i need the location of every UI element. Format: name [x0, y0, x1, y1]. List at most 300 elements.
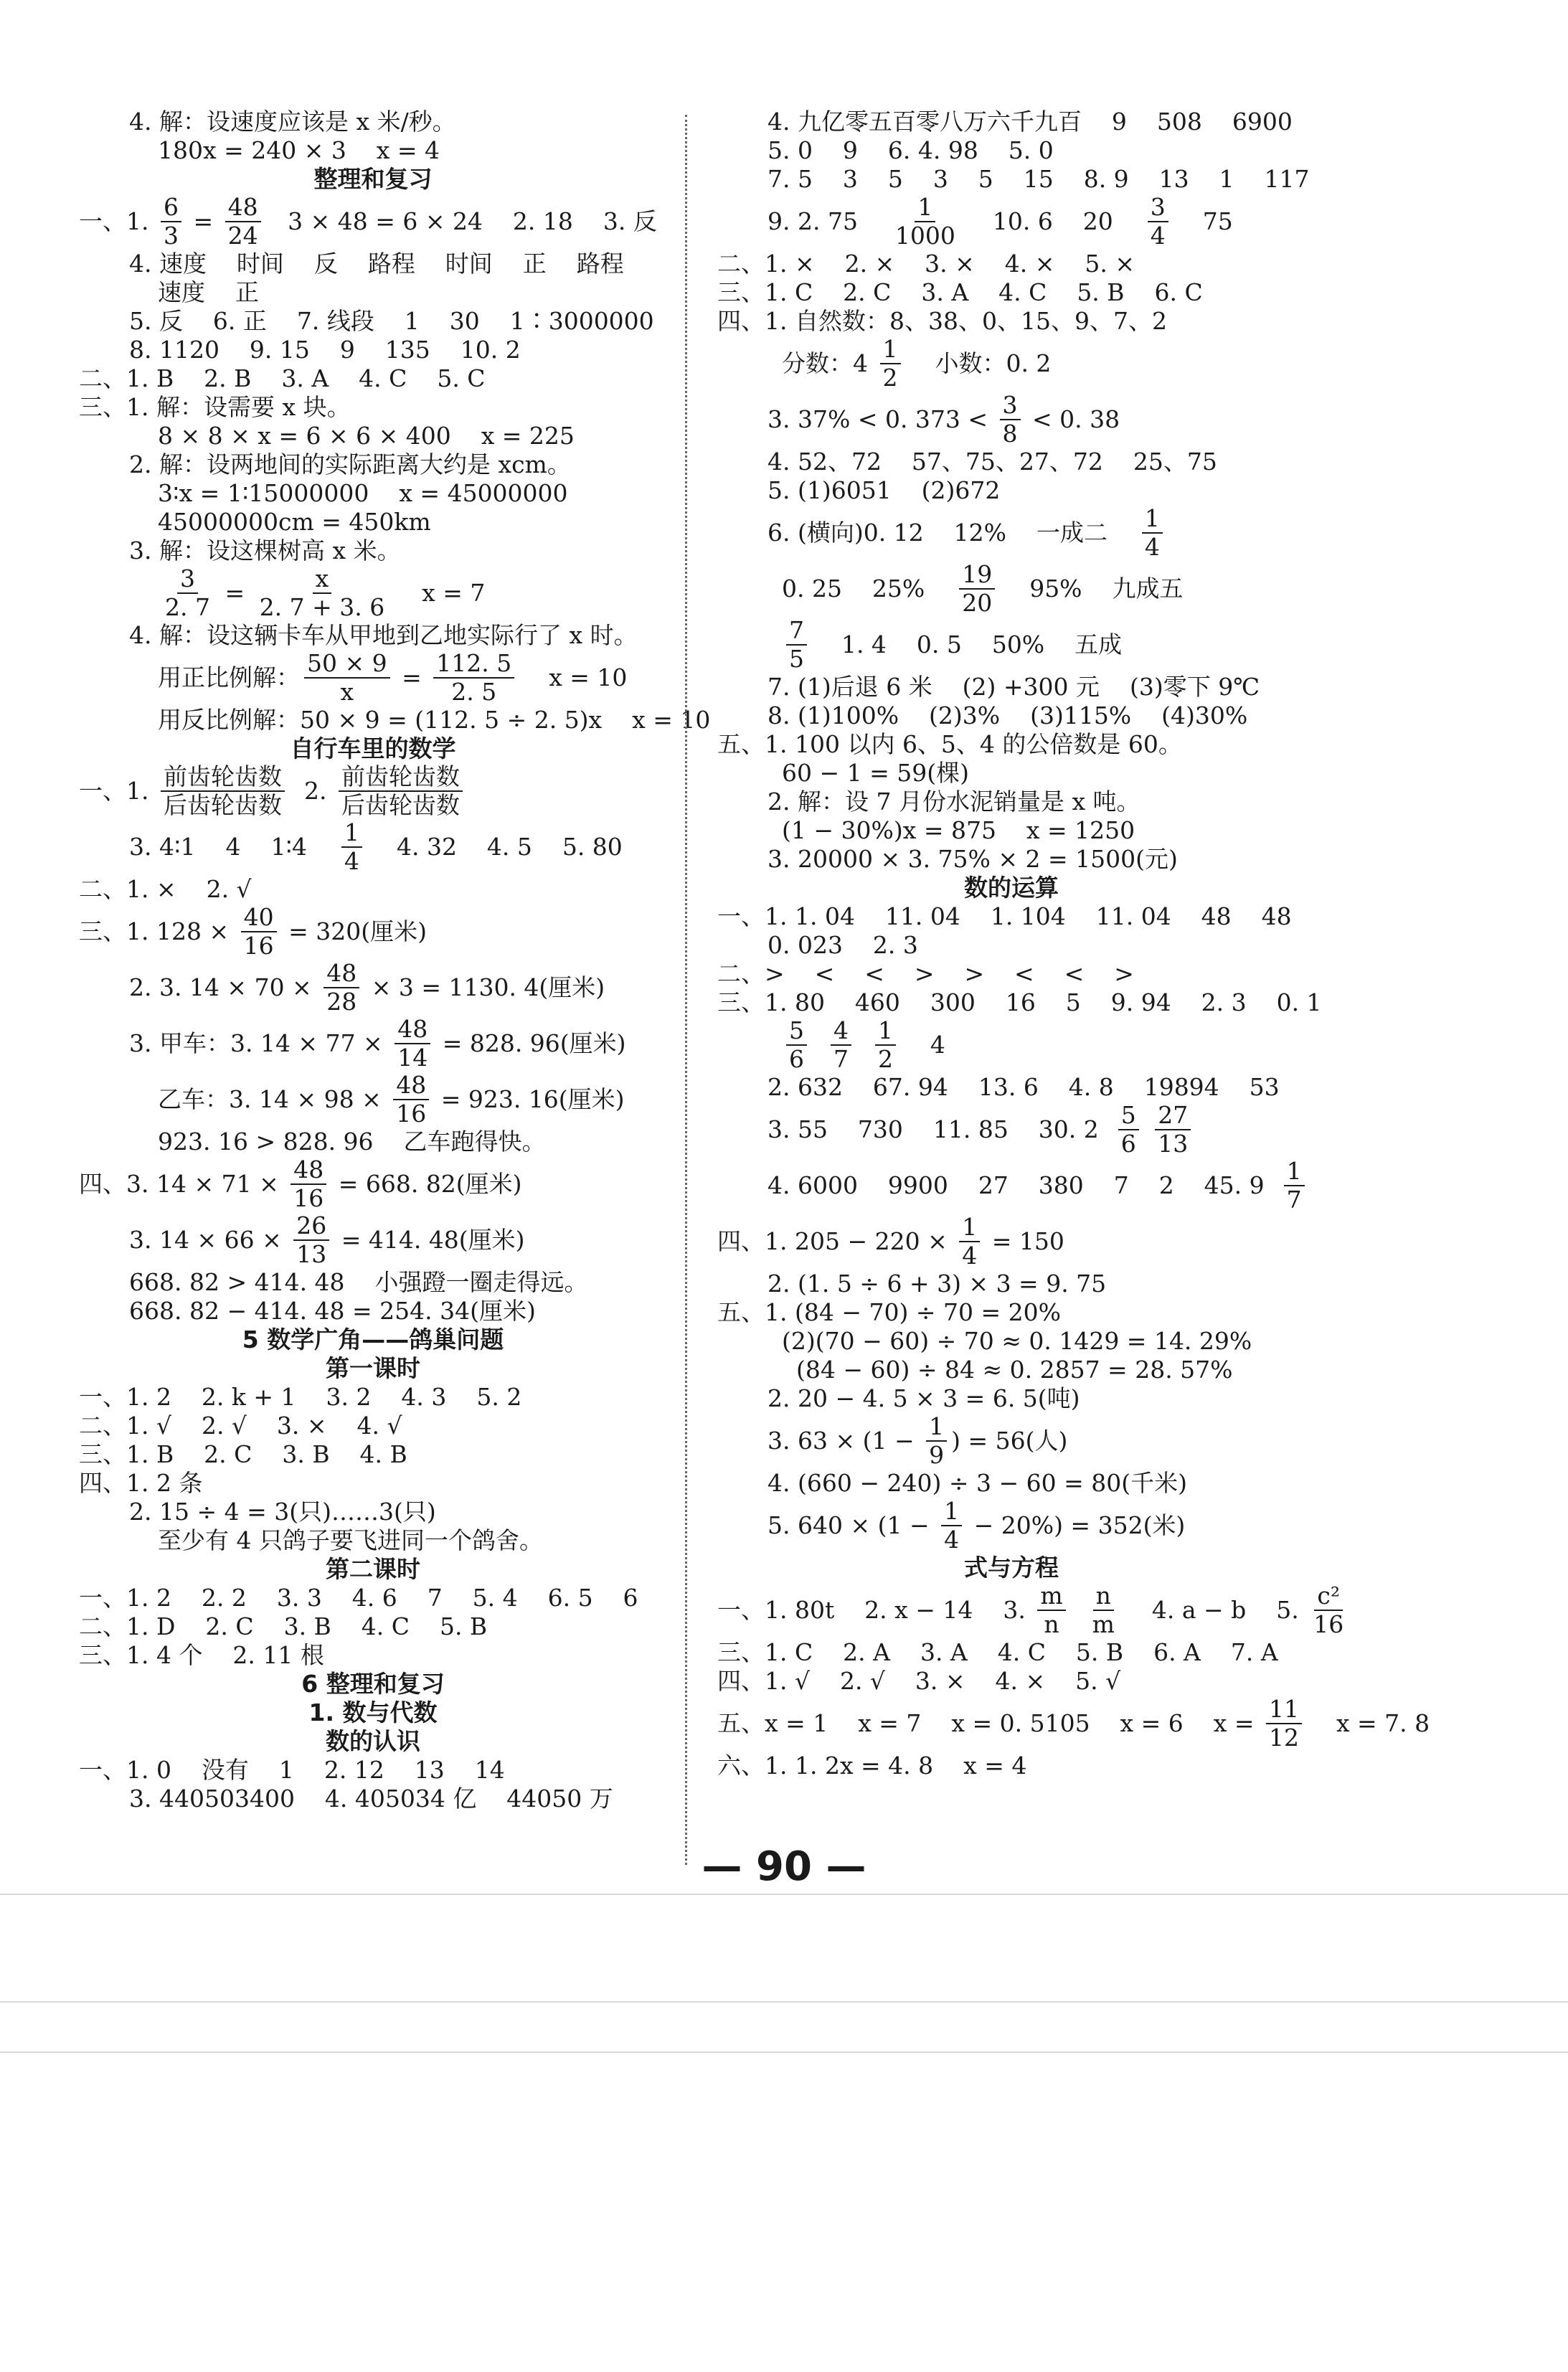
answer-text: 2.: [288, 777, 334, 805]
section-heading: 第一课时: [326, 1354, 420, 1382]
fraction: [941, 1498, 962, 1554]
answer-text: = 923. 16(厘米): [433, 1085, 625, 1113]
answer-line: [717, 1356, 1305, 1384]
fraction-denominator: x: [340, 678, 354, 706]
answer-text: 75: [1172, 207, 1233, 235]
fraction-denominator: 5: [789, 645, 804, 673]
answer-line: [79, 904, 667, 960]
answer-line: [717, 1270, 1305, 1298]
fraction-numerator: 3: [177, 565, 198, 594]
fraction-numerator: 1: [941, 1498, 962, 1526]
fraction: [1118, 1102, 1139, 1158]
fraction-denominator: 9: [929, 1441, 945, 1469]
answer-line: [79, 1440, 667, 1469]
fraction: [1000, 392, 1021, 448]
fraction: [433, 650, 514, 706]
fraction: [1037, 1582, 1065, 1638]
fraction-denominator: 4: [944, 1526, 960, 1554]
answer-line: [717, 931, 1305, 960]
answer-line: [79, 1612, 667, 1641]
answer-text: 五、1. (84 − 70) ÷ 70 = 20%: [717, 1298, 1061, 1326]
fraction-numerator: 5: [786, 1017, 807, 1046]
answer-line: [79, 364, 667, 393]
answer-text: ) = 56(人): [951, 1427, 1068, 1455]
fraction: [293, 1212, 329, 1268]
answer-line: [79, 1268, 667, 1297]
answer-text: 3. 37% < 0. 373 <: [768, 405, 996, 433]
answer-text: 2. 20 − 4. 5 × 3 = 6. 5(吨): [768, 1384, 1080, 1412]
scan-edge-line: [0, 2001, 1568, 2003]
answer-text: 一、1. 1. 04 11. 04 1. 104 11. 04 48 48: [717, 902, 1292, 930]
answer-text: 二、1. × 2. × 3. × 4. × 5. ×: [717, 250, 1135, 278]
answer-line: [717, 448, 1305, 476]
answer-text: 四、1. 205 − 220 ×: [717, 1227, 955, 1255]
section-heading: 数的认识: [326, 1727, 420, 1755]
answer-text: =: [217, 579, 252, 607]
answer-text: (1 − 30%)x = 875 x = 1250: [782, 816, 1135, 844]
answer-line: [717, 1384, 1305, 1413]
fraction: [926, 1413, 947, 1469]
fraction-denominator: 6: [1120, 1130, 1136, 1158]
right-column: [717, 108, 1430, 1780]
answer-line: [79, 422, 667, 450]
answer-text: 8. (1)100% (2)3% (3)115% (4)30%: [768, 701, 1248, 729]
answer-text: 3. 20000 × 3. 75% × 2 = 1500(元): [768, 845, 1178, 873]
fraction-denominator: 16: [396, 1100, 427, 1128]
answer-text: 一、1. 80t 2. x − 14 3.: [717, 1596, 1034, 1624]
answer-line: [79, 307, 667, 336]
answer-text: 3. 63 × (1 −: [768, 1427, 922, 1455]
answer-text: 4. 6000 9900 27 380 7 2 45. 9: [768, 1171, 1280, 1199]
answer-text: = 668. 82(厘米): [331, 1170, 522, 1198]
fraction-denominator: 24: [227, 222, 258, 250]
answer-line: [79, 1469, 667, 1498]
answer-text: 乙车：3. 14 × 98 ×: [158, 1085, 389, 1113]
fraction: [1284, 1158, 1305, 1214]
answer-line: [717, 816, 1305, 845]
fraction-denominator: 3: [163, 222, 179, 250]
fraction-denominator: 4: [344, 847, 360, 875]
answer-line: [79, 194, 667, 250]
fraction-denominator: 13: [1158, 1130, 1189, 1158]
answer-text: 三、1. 4 个 2. 11 根: [79, 1641, 324, 1669]
answer-text: 7. 5 3 5 3 5 15 8. 9 13 1 117: [768, 165, 1310, 193]
answer-text: 二、> < < > > < < >: [717, 960, 1134, 988]
answer-text: 3∶x = 1∶15000000 x = 45000000: [158, 479, 568, 507]
fraction-denominator: m: [1092, 1610, 1115, 1638]
answer-line: [717, 960, 1305, 988]
fraction: [393, 1072, 429, 1128]
answer-text: [1070, 1594, 1085, 1627]
answer-line: [79, 565, 667, 621]
answer-line: [717, 1017, 1305, 1073]
answer-line: [717, 730, 1305, 759]
scan-edge-line: [0, 1894, 1568, 1895]
answer-line: [717, 136, 1305, 165]
fraction-numerator: 4: [831, 1017, 851, 1046]
fraction: [339, 763, 463, 819]
answer-text: 2. 3. 14 × 70 ×: [129, 973, 320, 1001]
fraction-denominator: 4: [962, 1242, 978, 1270]
answer-text: 3. 甲车：3. 14 × 77 ×: [129, 1029, 391, 1057]
answer-text: 一、1. 2 2. 2 3. 3 4. 6 7 5. 4 6. 5 6: [79, 1584, 638, 1612]
fraction-numerator: 1: [1284, 1158, 1305, 1186]
fraction-numerator: 48: [323, 960, 359, 988]
fraction: [1266, 1696, 1302, 1752]
section-heading: 整理和复习: [313, 165, 433, 193]
answer-text: < 0. 38: [1024, 405, 1120, 433]
page-number: — 90 —: [702, 1843, 866, 1890]
answer-line: [79, 650, 667, 706]
fraction: [162, 565, 213, 621]
fraction-denominator: 16: [293, 1184, 324, 1212]
section-heading: 5 数学广角——鸽巢问题: [242, 1326, 504, 1353]
fraction-denominator: 后齿轮齿数: [341, 791, 460, 819]
answer-text: 4. 解：设速度应该是 x 米/秒。: [129, 108, 456, 136]
answer-text: 9. 2. 75: [768, 207, 888, 235]
answer-text: 7. (1)后退 6 米 (2) +300 元 (3)零下 9℃: [768, 673, 1260, 701]
fraction: [786, 617, 807, 673]
fraction: [786, 1017, 807, 1073]
fraction-numerator: 27: [1155, 1102, 1191, 1130]
fraction: [341, 819, 362, 875]
fraction-numerator: 3: [1000, 392, 1021, 420]
fraction-numerator: m: [1037, 1582, 1065, 1611]
answer-text: 一、1. 2 2. k + 1 3. 2 4. 3 5. 2: [79, 1383, 522, 1411]
answer-line: [717, 250, 1305, 278]
answer-line: [79, 136, 667, 165]
answer-text: (84 − 60) ÷ 84 ≈ 0. 2857 = 28. 57%: [796, 1356, 1233, 1384]
answer-line: [79, 763, 667, 819]
answer-text: 小数：0. 2: [905, 349, 1052, 377]
fraction-numerator: 40: [241, 904, 277, 932]
answer-line: [79, 508, 667, 537]
answer-line: [79, 960, 667, 1016]
answer-text: 4: [899, 1031, 945, 1059]
answer-line: [717, 307, 1305, 336]
answer-line: [79, 108, 667, 136]
fraction-numerator: 48: [291, 1156, 326, 1185]
fraction-denominator: 28: [326, 988, 357, 1016]
fraction-denominator: 13: [296, 1240, 327, 1268]
answer-text: = 828. 96(厘米): [435, 1029, 626, 1057]
answer-line: [79, 1785, 667, 1813]
fraction-numerator: 1: [915, 194, 935, 222]
fraction: [161, 194, 181, 250]
answer-text: 5. 0 9 6. 4. 98 5. 0: [768, 136, 1054, 164]
fraction: [304, 650, 390, 706]
answer-line: [717, 701, 1305, 730]
fraction-numerator: 50 × 9: [304, 650, 390, 679]
answer-text: 一、1. 0 没有 1 2. 12 13 14: [79, 1756, 505, 1784]
fraction-numerator: 前齿轮齿数: [161, 763, 285, 792]
answer-text: 2. 15 ÷ 4 = 3(只)……3(只): [129, 1498, 436, 1526]
fraction: [1155, 1102, 1191, 1158]
section-heading: 第二课时: [326, 1555, 420, 1583]
answer-line: [79, 1412, 667, 1440]
answer-text: 4. 速度 时间 反 路程 时间 正 路程: [129, 250, 624, 278]
fraction: [225, 194, 261, 250]
answer-text: 六、1. 1. 2x = 4. 8 x = 4: [717, 1752, 1027, 1780]
fraction-numerator: 112. 5: [433, 650, 514, 679]
answer-line: [717, 1582, 1344, 1638]
answer-text: 3. 14 × 66 ×: [129, 1226, 290, 1254]
answer-line: [717, 392, 1305, 448]
answer-text: 8. 1120 9. 15 9 135 10. 2: [129, 336, 521, 364]
fraction-numerator: 1: [926, 1413, 947, 1442]
fraction: [241, 904, 277, 960]
answer-text: × 3 = 1130. 4(厘米): [364, 973, 605, 1001]
answer-text: = 320(厘米): [280, 917, 427, 945]
fraction-numerator: 6: [161, 194, 181, 222]
fraction-numerator: 1: [880, 336, 901, 364]
answer-line: [79, 336, 667, 364]
fraction-denominator: n: [1044, 1610, 1059, 1638]
answer-line: [717, 1327, 1305, 1356]
answer-text: 180x = 240 × 3 x = 4: [158, 136, 440, 164]
answer-line: [79, 393, 667, 422]
answer-text: 四、1. √ 2. √ 3. × 4. × 5. √: [717, 1667, 1121, 1695]
fraction: [1142, 505, 1163, 561]
answer-text: 五、x = 1 x = 7 x = 0. 5105 x = 6 x =: [717, 1709, 1262, 1737]
fraction: [257, 565, 388, 621]
answer-line: [717, 165, 1310, 194]
answer-line: [717, 1498, 1305, 1554]
fraction-denominator: 20: [962, 589, 993, 617]
fraction-numerator: 19: [959, 561, 995, 590]
answer-text: 60 − 1 = 59(棵): [782, 759, 969, 787]
answer-line: [717, 1102, 1305, 1158]
answer-text: 二、1. B 2. B 3. A 4. C 5. C: [79, 364, 486, 392]
answer-line: [717, 1638, 1305, 1667]
answer-text: x = 10: [519, 663, 628, 691]
answer-text: 4. a − b 5.: [1121, 1596, 1307, 1624]
fraction-denominator: 2: [882, 364, 898, 392]
answer-text: 三、1. 解：设需要 x 块。: [79, 393, 351, 421]
answer-text: − 20%) = 352(米): [966, 1511, 1186, 1539]
fraction: [1090, 1582, 1118, 1638]
answer-line: [79, 1756, 667, 1785]
answer-text: (2)(70 − 60) ÷ 70 ≈ 0. 1429 = 14. 29%: [782, 1327, 1252, 1355]
fraction: [892, 194, 958, 250]
answer-line: [717, 1695, 1430, 1752]
answer-text: 一、1.: [79, 777, 156, 805]
fraction-numerator: n: [1093, 1582, 1114, 1611]
answer-text: 4. (660 − 240) ÷ 3 − 60 = 80(千米): [768, 1469, 1187, 1497]
fraction-numerator: 48: [393, 1072, 429, 1100]
section-heading: 自行车里的数学: [290, 734, 456, 762]
answer-line: [79, 1584, 667, 1612]
answer-text: 2. 解：设 7 月份水泥销量是 x 吨。: [768, 788, 1140, 816]
fraction-numerator: x: [313, 565, 332, 594]
answer-text: 668. 82 − 414. 48 = 254. 34(厘米): [129, 1297, 536, 1325]
answer-text: 1. 4 0. 5 50% 五成: [811, 630, 1123, 658]
answer-line: [717, 759, 1305, 788]
answer-line: [717, 1214, 1305, 1270]
fraction-numerator: c²: [1314, 1582, 1343, 1611]
fraction-denominator: 2: [877, 1045, 893, 1073]
answer-text: 2. 632 67. 94 13. 6 4. 8 19894 53: [768, 1073, 1280, 1101]
fraction-numerator: 1: [959, 1214, 980, 1242]
answer-text: 0. 25 25%: [782, 575, 955, 603]
fraction-numerator: 前齿轮齿数: [339, 763, 463, 792]
answer-line: [79, 1128, 667, 1156]
answer-line: [79, 1016, 667, 1072]
answer-line: [79, 537, 667, 565]
answer-text: 3. 440503400 4. 405034 亿 44050 万: [129, 1785, 613, 1813]
fraction: [291, 1156, 326, 1212]
answer-line: [717, 788, 1305, 816]
answer-text: 三、1. B 2. C 3. B 4. B: [79, 1440, 407, 1468]
answer-line: [717, 988, 1322, 1017]
answer-text: 二、1. √ 2. √ 3. × 4. √: [79, 1412, 402, 1440]
fraction-numerator: 7: [786, 617, 807, 646]
answer-line: [79, 1498, 667, 1526]
answer-text: 二、1. × 2. √: [79, 875, 252, 903]
answer-line: [717, 476, 1305, 505]
fraction-denominator: 16: [1313, 1610, 1344, 1638]
fraction: [959, 1214, 980, 1270]
answer-line: [79, 1297, 667, 1326]
answer-line: [79, 819, 667, 875]
answer-text: 3. 解：设这棵树高 x 米。: [129, 537, 401, 564]
answer-text: 923. 16 > 828. 96 乙车跑得快。: [158, 1128, 546, 1156]
fraction: [959, 561, 995, 617]
answer-text: 三、1. C 2. A 3. A 4. C 5. B 6. A 7. A: [717, 1638, 1278, 1666]
answer-text: 2. 解：设两地间的实际距离大约是 xcm。: [129, 450, 571, 478]
answer-text: 5. 反 6. 正 7. 线段 1 30 1∶3000000: [129, 307, 654, 335]
answer-line: [717, 194, 1305, 250]
fraction-numerator: 5: [1118, 1102, 1139, 1130]
answer-text: 四、1. 自然数：8、38、0、15、9、7、2: [717, 307, 1167, 335]
fraction-denominator: 12: [1268, 1724, 1299, 1752]
fraction-denominator: 14: [397, 1044, 428, 1072]
fraction-numerator: 48: [225, 194, 261, 222]
answer-line: [717, 505, 1305, 561]
answer-text: 668. 82 > 414. 48 小强蹬一圈走得远。: [129, 1268, 588, 1296]
answer-line: [79, 1072, 667, 1128]
fraction-denominator: 2. 5: [451, 678, 497, 706]
answer-text: =: [185, 207, 221, 235]
answer-text: 4. 九亿零五百零八万六千九百 9 508 6900: [768, 108, 1293, 136]
answer-text: 四、1. 2 条: [79, 1469, 203, 1497]
answer-line: [717, 1413, 1305, 1469]
fraction-denominator: 2. 7 + 3. 6: [259, 593, 385, 621]
answer-line: [79, 875, 667, 904]
answer-line: [79, 450, 667, 479]
answer-line: [717, 278, 1305, 307]
answer-text: x = 7: [392, 579, 486, 607]
section-heading: 6 整理和复习: [301, 1670, 445, 1698]
scan-edge-line: [0, 2051, 1568, 2053]
fraction-denominator: 2. 7: [165, 593, 210, 621]
answer-line: [79, 1526, 667, 1555]
answer-line: [79, 479, 667, 508]
answer-text: 一、1.: [79, 207, 156, 235]
answer-line: [717, 1752, 1305, 1780]
answer-line: [79, 1641, 667, 1670]
answer-text: x = 7. 8: [1305, 1709, 1430, 1737]
answer-text: 3. 4∶1 4 1∶4: [129, 833, 338, 861]
fraction-denominator: 7: [1286, 1186, 1302, 1214]
answer-line: [717, 902, 1305, 931]
answer-text: = 414. 48(厘米): [334, 1226, 525, 1254]
fraction: [1148, 194, 1168, 250]
fraction: [395, 1016, 430, 1072]
answer-line: [79, 250, 667, 278]
answer-text: 4. 32 4. 5 5. 80: [367, 833, 623, 861]
fraction-denominator: 1000: [894, 222, 955, 250]
answer-text: 10. 6 20: [962, 207, 1143, 235]
answer-line: [79, 621, 667, 650]
fraction-numerator: 26: [293, 1212, 329, 1241]
answer-text: 6. (横向)0. 12 12% 一成二: [768, 519, 1138, 547]
answer-text: 三、1. 128 ×: [79, 917, 237, 945]
answer-text: 2. (1. 5 ÷ 6 + 3) × 3 = 9. 75: [768, 1270, 1107, 1298]
fraction-denominator: 4: [1144, 533, 1160, 561]
answer-line: [717, 1469, 1305, 1498]
answer-line: [717, 1158, 1305, 1214]
fraction-numerator: 3: [1148, 194, 1168, 222]
answer-text: 分数：4: [782, 349, 876, 377]
fraction: [161, 763, 285, 819]
answer-line: [717, 1073, 1305, 1102]
fraction-numerator: 11: [1266, 1696, 1302, 1724]
answer-line: [79, 1212, 667, 1268]
answer-text: 3. 55 730 11. 85 30. 2: [768, 1115, 1114, 1143]
fraction-numerator: 48: [395, 1016, 430, 1044]
answer-text: 至少有 4 只鸽子要飞进同一个鸽舍。: [158, 1526, 543, 1554]
answer-line: [79, 278, 667, 307]
fraction: [323, 960, 359, 1016]
fraction-denominator: 8: [1002, 420, 1018, 448]
section-heading: 数的运算: [964, 874, 1059, 902]
answer-text: 5. (1)6051 (2)672: [768, 476, 1001, 504]
fraction-numerator: 1: [1142, 505, 1163, 534]
fraction-numerator: 1: [341, 819, 362, 848]
fraction: [1310, 1582, 1346, 1638]
fraction-denominator: 4: [1150, 222, 1166, 250]
answer-text: 用反比例解：50 × 9 = (112. 5 ÷ 2. 5)x x = 10: [158, 706, 711, 734]
fraction-numerator: 1: [875, 1017, 896, 1046]
column-divider: [685, 115, 687, 1865]
section-heading: 1. 数与代数: [308, 1698, 438, 1726]
fraction: [875, 1017, 896, 1073]
answer-text: = 150: [984, 1227, 1064, 1255]
fraction-denominator: 7: [833, 1045, 849, 1073]
section-heading: 式与方程: [964, 1554, 1059, 1582]
answer-text: 5. 640 × (1 −: [768, 1511, 938, 1539]
answer-text: 4. 52、72 57、75、27、72 25、75: [768, 448, 1217, 476]
answer-text: 45000000cm = 450km: [158, 508, 431, 536]
answer-text: 8 × 8 × x = 6 × 6 × 400 x = 225: [158, 422, 575, 450]
answer-line: [717, 845, 1305, 874]
answer-line: [717, 1667, 1305, 1696]
answer-text: 4. 解：设这辆卡车从甲地到乙地实际行了 x 时。: [129, 621, 638, 649]
fraction-denominator: 16: [243, 932, 274, 960]
answer-text: 0. 023 2. 3: [768, 931, 918, 959]
answer-line: [79, 1156, 667, 1212]
answer-line: [79, 1383, 667, 1412]
answer-line: [717, 673, 1305, 701]
fraction: [831, 1017, 851, 1073]
answer-text: [811, 1029, 826, 1062]
answer-text: =: [394, 663, 430, 691]
answer-line: [717, 561, 1305, 617]
answer-text: 五、1. 100 以内 6、5、4 的公倍数是 60。: [717, 730, 1182, 758]
answer-text: [856, 1029, 871, 1062]
left-column: [79, 108, 711, 1813]
